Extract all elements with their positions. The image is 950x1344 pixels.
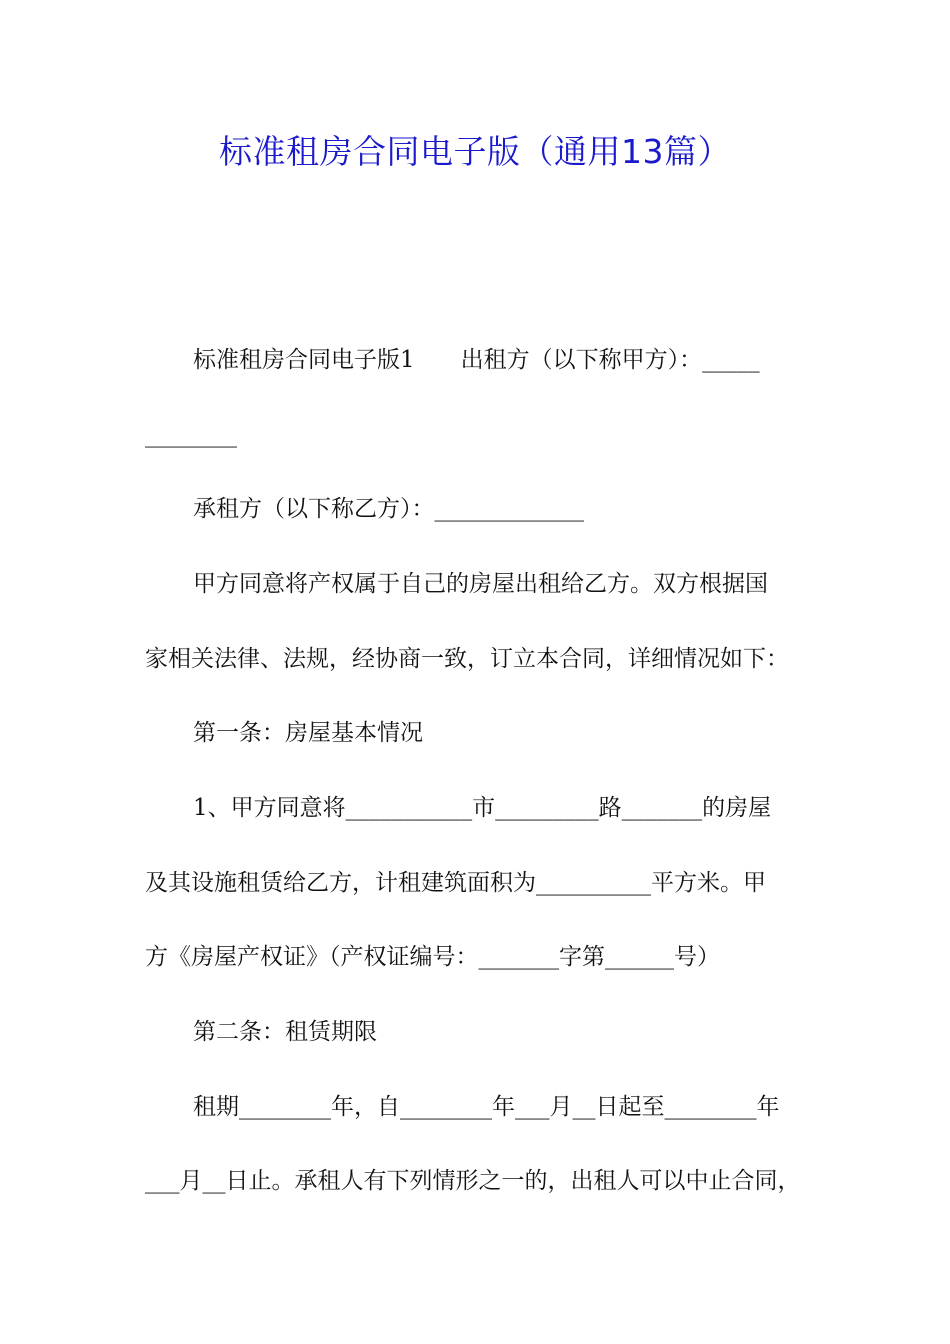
paragraph-line: ___月__日止。承租人有下列情形之一的，出租人可以中止合同，	[145, 1168, 801, 1194]
paragraph-line: 承租方（以下称乙方）：_____________	[193, 496, 584, 522]
section-heading: 第一条：房屋基本情况	[193, 720, 423, 746]
paragraph-line: 甲方同意将产权属于自己的房屋出租给乙方。双方根据国	[193, 571, 768, 597]
document-title: 标准租房合同电子版（通用13篇）	[219, 132, 731, 171]
paragraph-line: ________	[145, 422, 237, 448]
paragraph-line: 方《房屋产权证》（产权证编号：_______字第______号）	[145, 944, 720, 970]
paragraph-line: 及其设施租赁给乙方，计租建筑面积为__________平方米。甲	[145, 870, 766, 896]
paragraph-line: 标准租房合同电子版1 出租方（以下称甲方）：_____	[193, 347, 760, 373]
section-heading: 第二条：租赁期限	[193, 1019, 377, 1045]
paragraph-line: 租期________年，自________年___月__日起至________年	[193, 1094, 780, 1120]
paragraph-line: 家相关法律、法规，经协商一致，订立本合同，详细情况如下：	[145, 646, 789, 672]
paragraph-line: 1、甲方同意将___________市_________路_______的房屋	[193, 795, 772, 821]
